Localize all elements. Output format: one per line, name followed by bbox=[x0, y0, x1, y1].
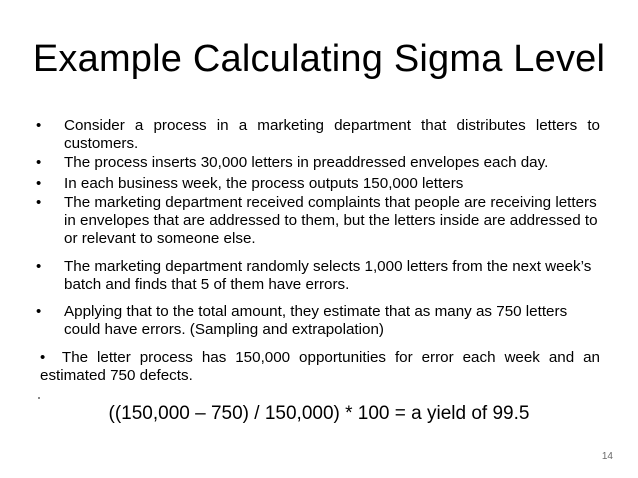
bullet-icon: • bbox=[36, 258, 42, 275]
bullet-item bbox=[36, 154, 600, 172]
bullet-item bbox=[36, 258, 600, 294]
bullet-icon: • bbox=[36, 194, 42, 211]
bullet-text: The letter process has 150,000 opportunities for error each week and an estimated 750 defects. bbox=[40, 349, 600, 384]
bullet-icon: • bbox=[36, 154, 42, 171]
bullet-text: Consider a process in a marketing department that distributes letters to customers. bbox=[64, 117, 600, 152]
bullet-icon: • bbox=[36, 175, 42, 192]
bullet-item bbox=[36, 303, 600, 339]
page-number: 14 bbox=[601, 451, 613, 462]
bullet-text: The process inserts 30,000 letters in preaddressed envelopes each day. bbox=[64, 154, 549, 171]
bullet-text: The marketing department received complaints that people are receiving letters in envelopes that are addressed to them, but the letters inside are addressed to or relevant to someone else. bbox=[64, 194, 598, 247]
bullet-text: Applying that to the total amount, they estimate that as many as 750 letters could have errors. (Sampling and extrapolation) bbox=[64, 303, 568, 338]
bullet-item bbox=[36, 194, 600, 248]
bullet-item bbox=[40, 349, 600, 385]
bullet-icon: • bbox=[36, 303, 42, 320]
bullet-item bbox=[36, 117, 600, 153]
yield-formula: ((150,000 – 750) / 150,000) * 100 = a yield of 99.5 bbox=[108, 403, 530, 424]
slide-title: Example Calculating Sigma Level bbox=[32, 38, 606, 80]
bullet-item bbox=[36, 175, 600, 193]
bullet-icon: • bbox=[36, 117, 42, 134]
bullet-icon: • bbox=[40, 349, 46, 366]
bullet-text: The marketing department randomly selects 1,000 letters from the next week’s batch and finds that 5 of them have errors. bbox=[64, 258, 592, 293]
stray-mark bbox=[38, 397, 40, 399]
bullet-text: In each business week, the process outputs 150,000 letters bbox=[64, 175, 464, 192]
